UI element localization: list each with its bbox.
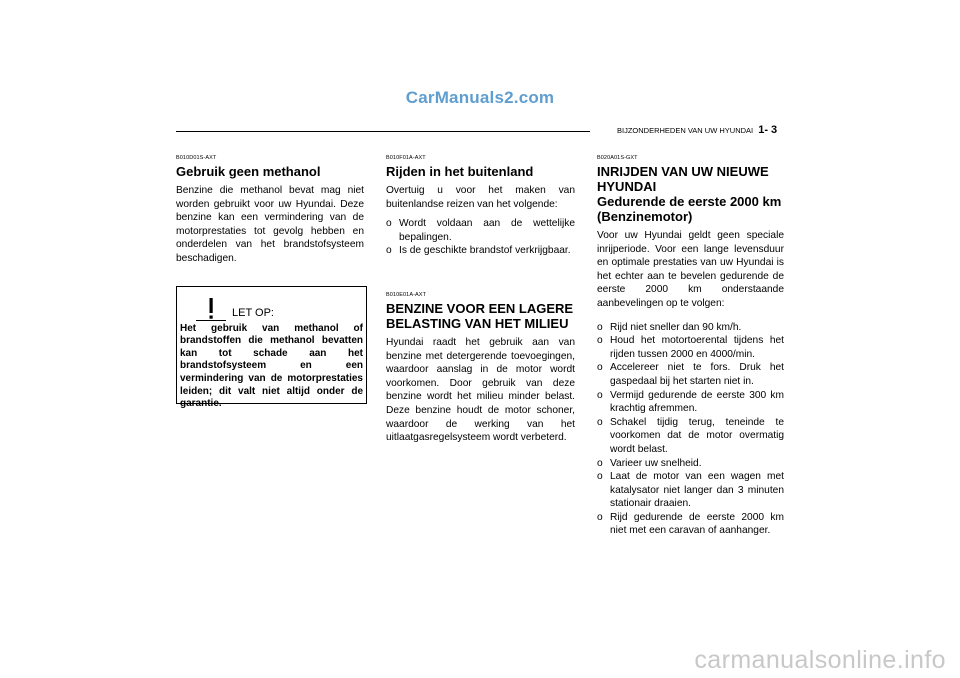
section-body-environment: Hyundai raadt het gebruik aan van benzine met detergerende toevoegingen, waardoor aanslag in de motor wordt voorkomen. Door gebruik van deze benzine wordt het milieu minder belast. Deze benzine houdt de motor schoner, waardoor de werking van het uitlaatgasregelsysteem wordt verbeterd. [386,336,575,444]
warning-label: LET OP: [232,306,274,319]
list-item: o Accelereer niet te fors. Druk het gaspedaal bij het starten niet in. [597,362,784,387]
list-item: o Varieer uw snelheid. [597,457,702,469]
page-header [617,124,777,136]
section-code: B010F01A-AXT [386,155,426,161]
watermark-top: CarManuals2.com [405,88,555,107]
list-item: o Rijd gedurende de eerste 2000 km niet met een caravan of aanhanger. [597,511,784,537]
page-number: 1- 3 [758,124,778,136]
column-2 [386,155,575,445]
column-3 [597,155,784,538]
section-subtitle-breakin: Gedurende de eerste 2000 km (Benzinemotor) [597,194,782,224]
list-item: o Is de geschikte brandstof verkrijgbaar. [386,245,571,257]
column-1 [176,155,364,410]
section-title-environment: BENZINE VOOR EEN LAGERE BELASTING VAN HET MILIEU [386,300,574,331]
list-item: o Wordt voldaan aan de wettelijke bepalingen. [386,218,575,243]
list-item: o Houd het motortoerental tijdens het rijden tussen 2000 en 4000/min. [597,335,784,360]
section-title-abroad: Rijden in het buitenland [386,164,534,179]
list-item: o Laat de motor van een wagen met katalysator niet langer dan 3 minuten stationair draaien. [597,471,784,510]
section-environment [386,292,575,445]
section-body-breakin: Voor uw Hyundai geldt geen speciale inrijperiode. Voor een lange levensduur en optimale prestaties van uw Hyundai is het echter aan te bevelen gedurende de eerste 2000 km onderstaande aanbevelingen op te volgen: [597,230,784,309]
warning-header [196,291,363,321]
section-title-breakin: INRIJDEN VAN UW NIEUWE HYUNDAI [597,164,769,194]
section-body-methanol: Benzine die methanol bevat mag niet worden gebruikt voor uw Hyundai. Deze benzine kan een vermindering van de motorprestaties tot gevolg hebben en onderdelen van het brandstofsysteem beschadigen. [176,185,364,264]
warning-box [176,286,367,410]
section-code: B010E01A-AXT [386,291,427,298]
section-title: BIJZONDERHEDEN VAN UW HYUNDAI [617,126,754,135]
breakin-list [597,321,784,539]
section-code: B020A01S-GXT [597,155,638,161]
list-item: o Rijd niet sneller dan 90 km/h. [597,321,742,333]
header-rule [176,131,590,132]
warning-text: Het gebruik van methanol of brandstoffen die methanol bevatten kan tot schade aan het brandstofsysteem en een vermindering van de motorprestaties leiden; dit valt niet altijd onder de garantie. [180,322,363,410]
section-code: B010D01S-AXT [176,155,217,161]
section-body-abroad: Overtuig u voor het maken van buitenlandse reizen van het volgende: [386,185,575,210]
list-item: o Schakel tijdig terug, teneinde te voorkomen dat de motor overmatig wordt belast. [597,416,784,455]
watermark-bottom: carmanualsonline.info [694,646,946,674]
section-title-methanol: Gebruik geen methanol [176,164,321,179]
abroad-list [386,217,575,258]
exclamation-icon [196,294,226,321]
list-item: o Vermijd gedurende de eerste 300 km krachtig afremmen. [597,389,784,415]
